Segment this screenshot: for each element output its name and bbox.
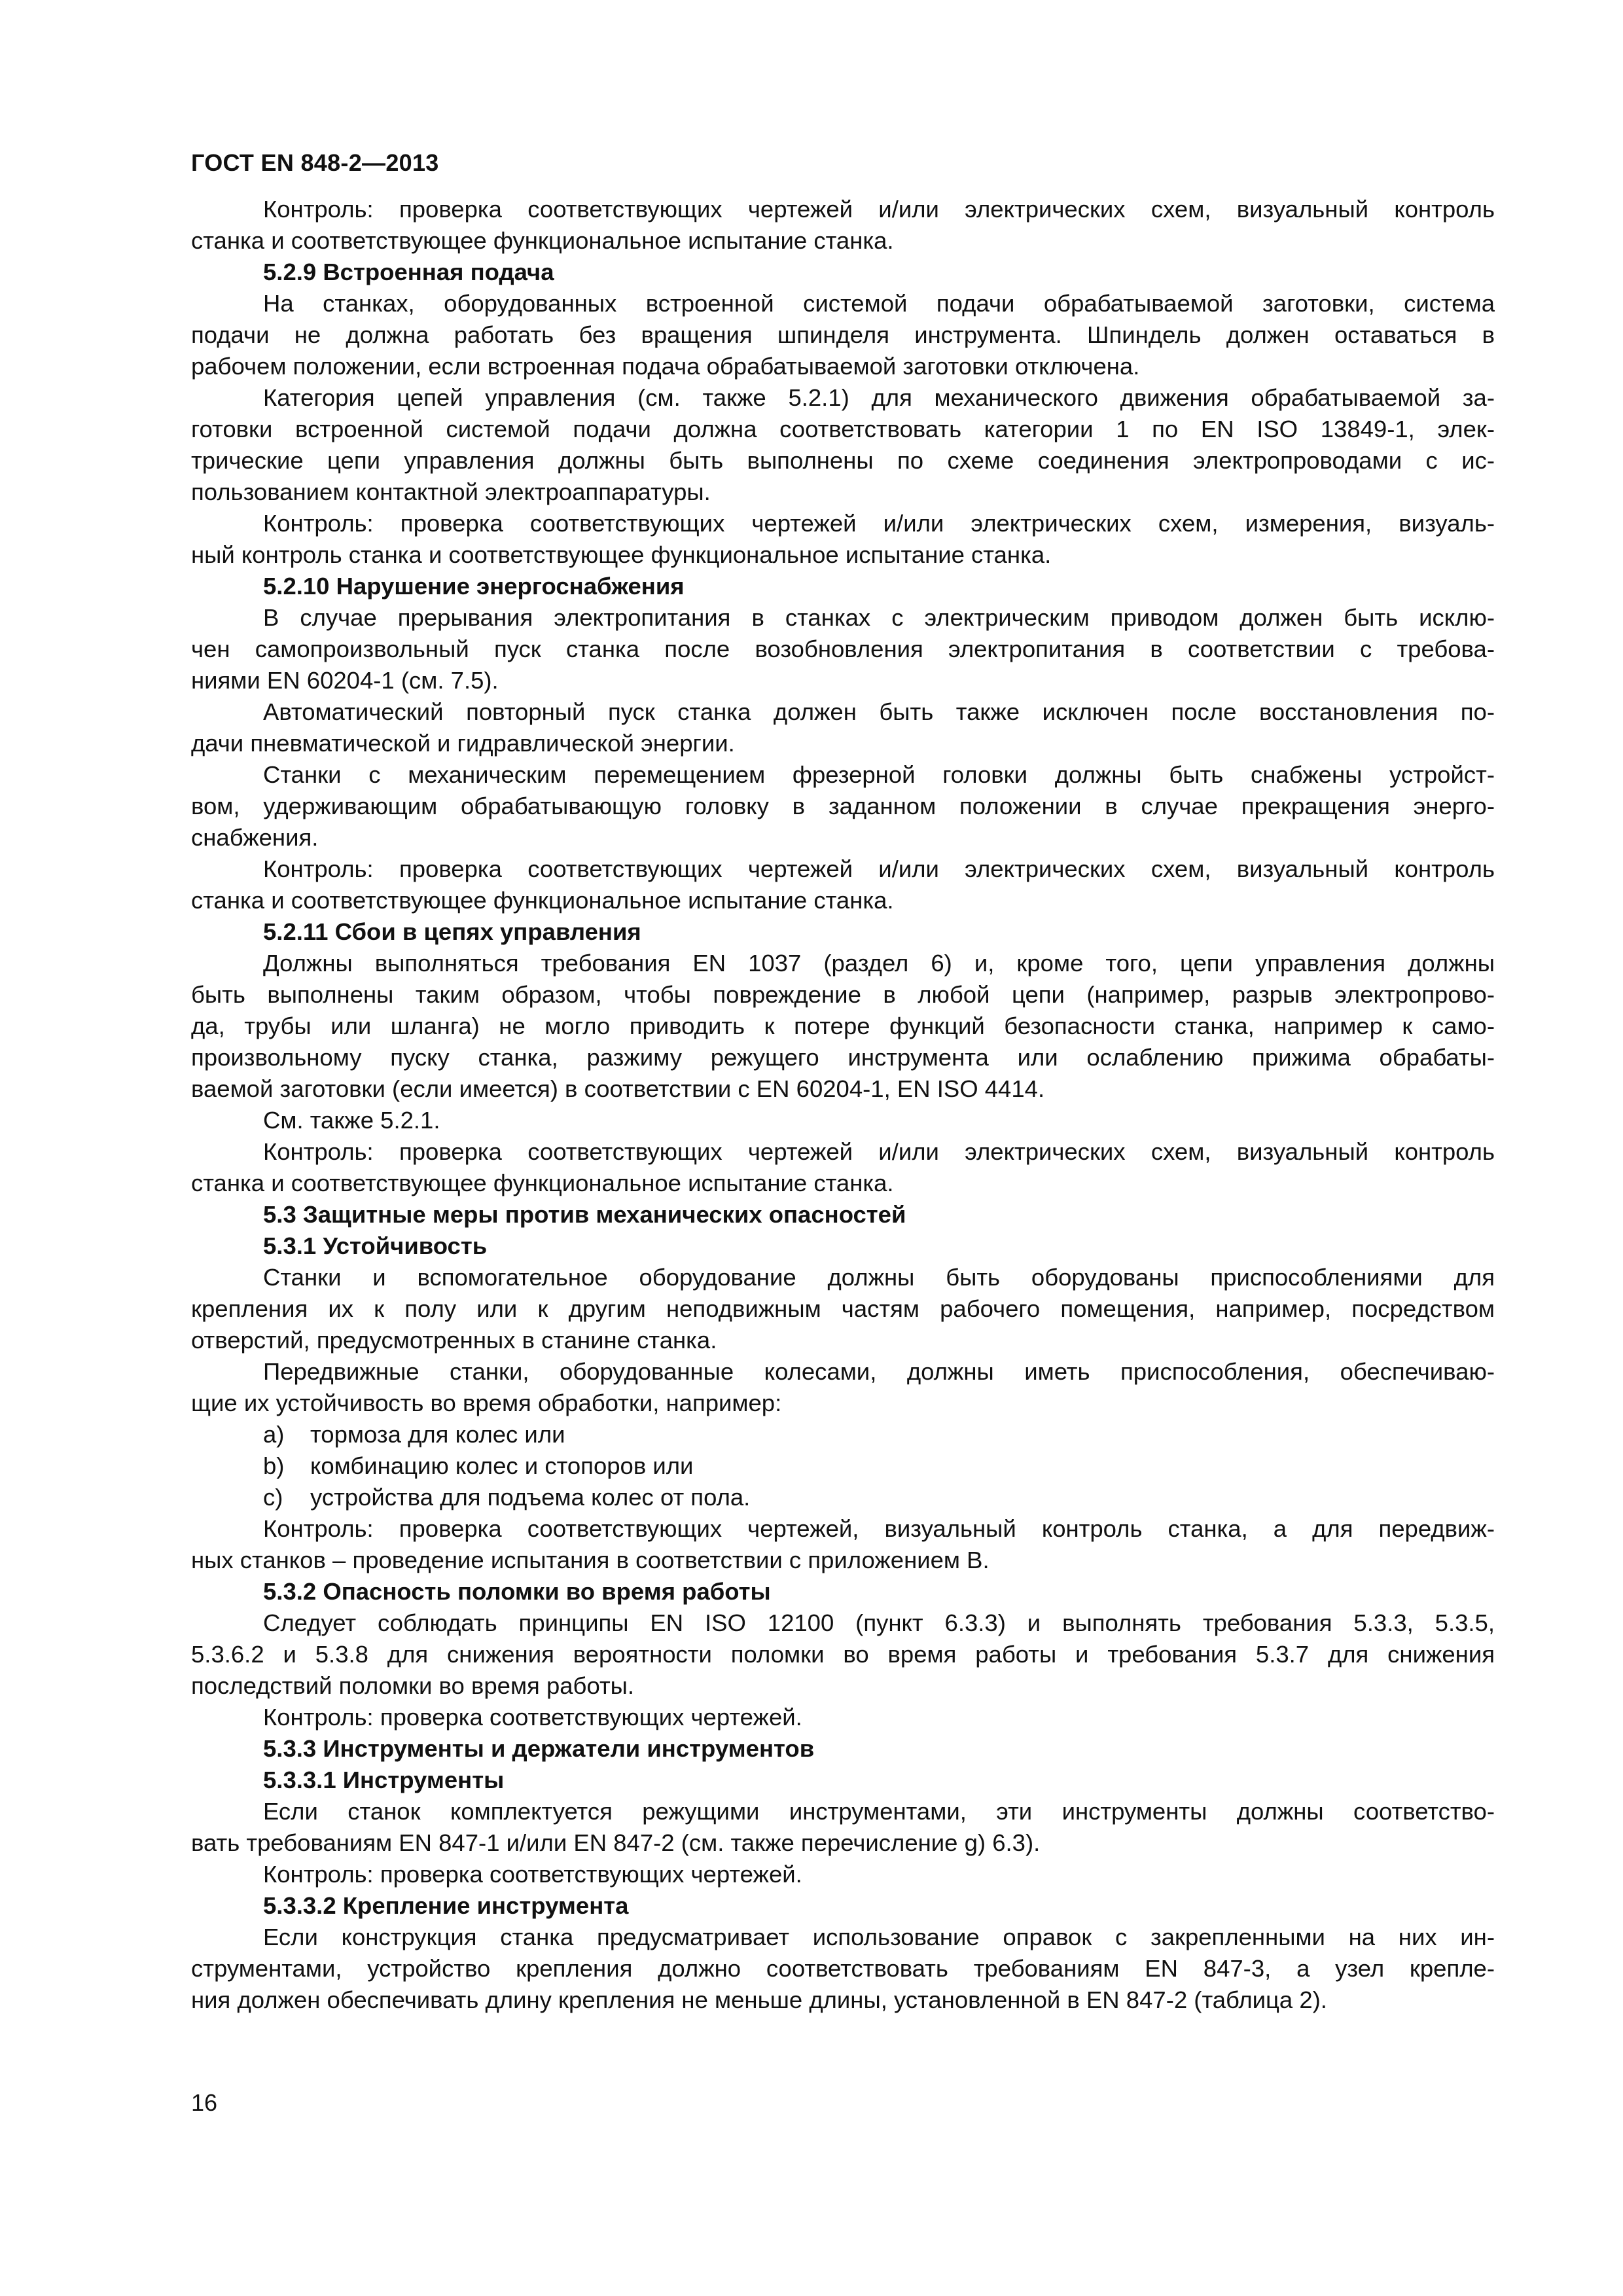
body-text-line: См. также 5.2.1. (263, 1107, 440, 1134)
body-text-line: ных станков – проведение испытания в соответствии с приложением В. (191, 1547, 990, 1573)
body-text-line: Контроль: проверка соответствующих чертежей и/или электрических схем, визуальный контроль (263, 1138, 1495, 1165)
body-text-line: ния должен обеспечивать длину крепления не меньше длины, установленной в EN 847-2 (таблица 2). (191, 1986, 1327, 2013)
page-number: 16 (191, 2089, 218, 2116)
body-text-line: Если станок комплектуется режущими инструментами, эти инструменты должны соответство- (263, 1798, 1495, 1825)
section-heading: 5.2.11 Сбои в цепях управления (263, 918, 641, 945)
body-text-line: готовки встроенной системой подачи должна соответствовать категории 1 по EN ISO 13849-1, элек- (191, 416, 1495, 442)
body-text-line: Станки с механическим перемещением фрезерной головки должны быть снабжены устройст- (263, 761, 1495, 788)
body-text-line: произвольному пуску станка, разжиму режущего инструмента или ослаблению прижима обрабаты- (191, 1044, 1495, 1071)
list-item (191, 1482, 1495, 1513)
body-text-line: Категория цепей управления (см. также 5.2.1) для механического движения обрабатываемой за- (263, 384, 1495, 411)
body-text-line: Контроль: проверка соответствующих чертежей. (263, 1861, 802, 1888)
body-text-line: пользованием контактной электроаппаратуры. (191, 478, 711, 505)
body-text-line: Контроль: проверка соответствующих чертежей и/или электрических схем, визуальный контроль (263, 855, 1495, 882)
body-text-line: последствий поломки во время работы. (191, 1672, 635, 1699)
body-text-line: рабочем положении, если встроенная подача обрабатываемой заготовки отключена. (191, 353, 1140, 380)
list-item (191, 1419, 1495, 1450)
body-text-line: подачи не должна работать без вращения шпинделя инструмента. Шпиндель должен оставаться в (191, 321, 1495, 348)
body-text-line: станка и соответствующее функциональное испытание станка. (191, 1170, 894, 1196)
body-text-line: Контроль: проверка соответствующих чертежей и/или электрических схем, визуальный контроль (263, 196, 1495, 223)
body-text-line: В случае прерывания электропитания в станках с электрическим приводом должен быть исклю- (263, 604, 1495, 631)
body-text-line: станка и соответствующее функциональное испытание станка. (191, 887, 894, 914)
body-text-line: снабжения. (191, 824, 319, 851)
section-heading: 5.3.3.2 Крепление инструмента (263, 1892, 629, 1919)
list-item-text: тормоза для колес или (310, 1421, 565, 1448)
body-text-line: Контроль: проверка соответствующих чертежей и/или электрических схем, измерения, визуаль- (263, 510, 1495, 537)
body-text-line: чен самопроизвольный пуск станка после возобновления электропитания в соответствии с требова- (191, 636, 1495, 662)
body-text-line: крепления их к полу или к другим неподвижным частям рабочего помещения, например, посредством (191, 1295, 1495, 1322)
body-text-line: Передвижные станки, оборудованные колесами, должны иметь приспособления, обеспечиваю- (263, 1358, 1495, 1385)
section-heading: 5.3.2 Опасность поломки во время работы (263, 1578, 771, 1605)
section-heading: 5.2.9 Встроенная подача (263, 259, 554, 285)
body-text-line: станка и соответствующее функциональное испытание станка. (191, 227, 894, 254)
body-text-line: быть выполнены таким образом, чтобы повреждение в любой цепи (например, разрыв электропрово- (191, 981, 1495, 1008)
section-heading: 5.3.3.1 Инструменты (263, 1767, 505, 1793)
body-text-line: дачи пневматической и гидравлической энергии. (191, 730, 735, 757)
document-body (191, 194, 1495, 2016)
section-heading: 5.2.10 Нарушение энергоснабжения (263, 573, 685, 600)
body-text-line: Контроль: проверка соответствующих чертежей. (263, 1704, 802, 1731)
section-heading: 5.3 Защитные меры против механических опасностей (263, 1201, 906, 1228)
list-item (191, 1450, 1495, 1482)
list-marker: a) (263, 1421, 285, 1448)
body-text-line: На станках, оборудованных встроенной системой подачи обрабатываемой заготовки, система (263, 290, 1495, 317)
list-item-text: комбинацию колес и стопоров или (310, 1452, 694, 1479)
body-text-line: струментами, устройство крепления должно соответствовать требованиям EN 847-3, а узел крепле- (191, 1955, 1495, 1982)
body-text-line: отверстий, предусмотренных в станине станка. (191, 1327, 717, 1354)
page-header: ГОСТ EN 848-2—2013 (191, 149, 439, 176)
body-text-line: Должны выполняться требования EN 1037 (раздел 6) и, кроме того, цепи управления должны (263, 950, 1495, 977)
body-text-line: вом, удерживающим обрабатывающую головку в заданном положении в случае прекращения энерго- (191, 793, 1495, 819)
section-heading: 5.3.1 Устойчивость (263, 1232, 488, 1259)
body-text-line: Если конструкция станка предусматривает использование оправок с закрепленными на них ин- (263, 1924, 1495, 1950)
body-text-line: Станки и вспомогательное оборудование должны быть оборудованы приспособлениями для (263, 1264, 1495, 1291)
body-text-line: 5.3.6.2 и 5.3.8 для снижения вероятности поломки во время работы и требования 5.3.7 для снижения (191, 1641, 1495, 1668)
list-marker: c) (263, 1484, 283, 1511)
body-text-line: ниями EN 60204-1 (см. 7.5). (191, 667, 499, 694)
section-heading: 5.3.3 Инструменты и держатели инструментов (263, 1735, 815, 1762)
list-marker: b) (263, 1452, 285, 1479)
body-text-line: Автоматический повторный пуск станка должен быть также исключен после восстановления по- (263, 698, 1495, 725)
body-text-line: да, трубы или шланга) не могло приводить к потере функций безопасности станка, например к само- (191, 1013, 1495, 1039)
body-text-line: ваемой заготовки (если имеется) в соответствии с EN 60204-1, EN ISO 4414. (191, 1075, 1045, 1102)
body-text-line: трические цепи управления должны быть выполнены по схеме соединения электропроводами с ис- (191, 447, 1495, 474)
body-text-line: вать требованиям EN 847-1 и/или EN 847-2 (см. также перечисление g) 6.3). (191, 1829, 1041, 1856)
body-text-line: щие их устойчивость во время обработки, например: (191, 1390, 782, 1416)
body-text-line: Следует соблюдать принципы EN ISO 12100 (пункт 6.3.3) и выполнять требования 5.3.3, 5.3.5, (263, 1609, 1495, 1636)
body-text-line: Контроль: проверка соответствующих чертежей, визуальный контроль станка, а для передвиж- (263, 1515, 1495, 1542)
list-item-text: устройства для подъема колес от пола. (310, 1484, 751, 1511)
body-text-line: ный контроль станка и соответствующее функциональное испытание станка. (191, 541, 1052, 568)
